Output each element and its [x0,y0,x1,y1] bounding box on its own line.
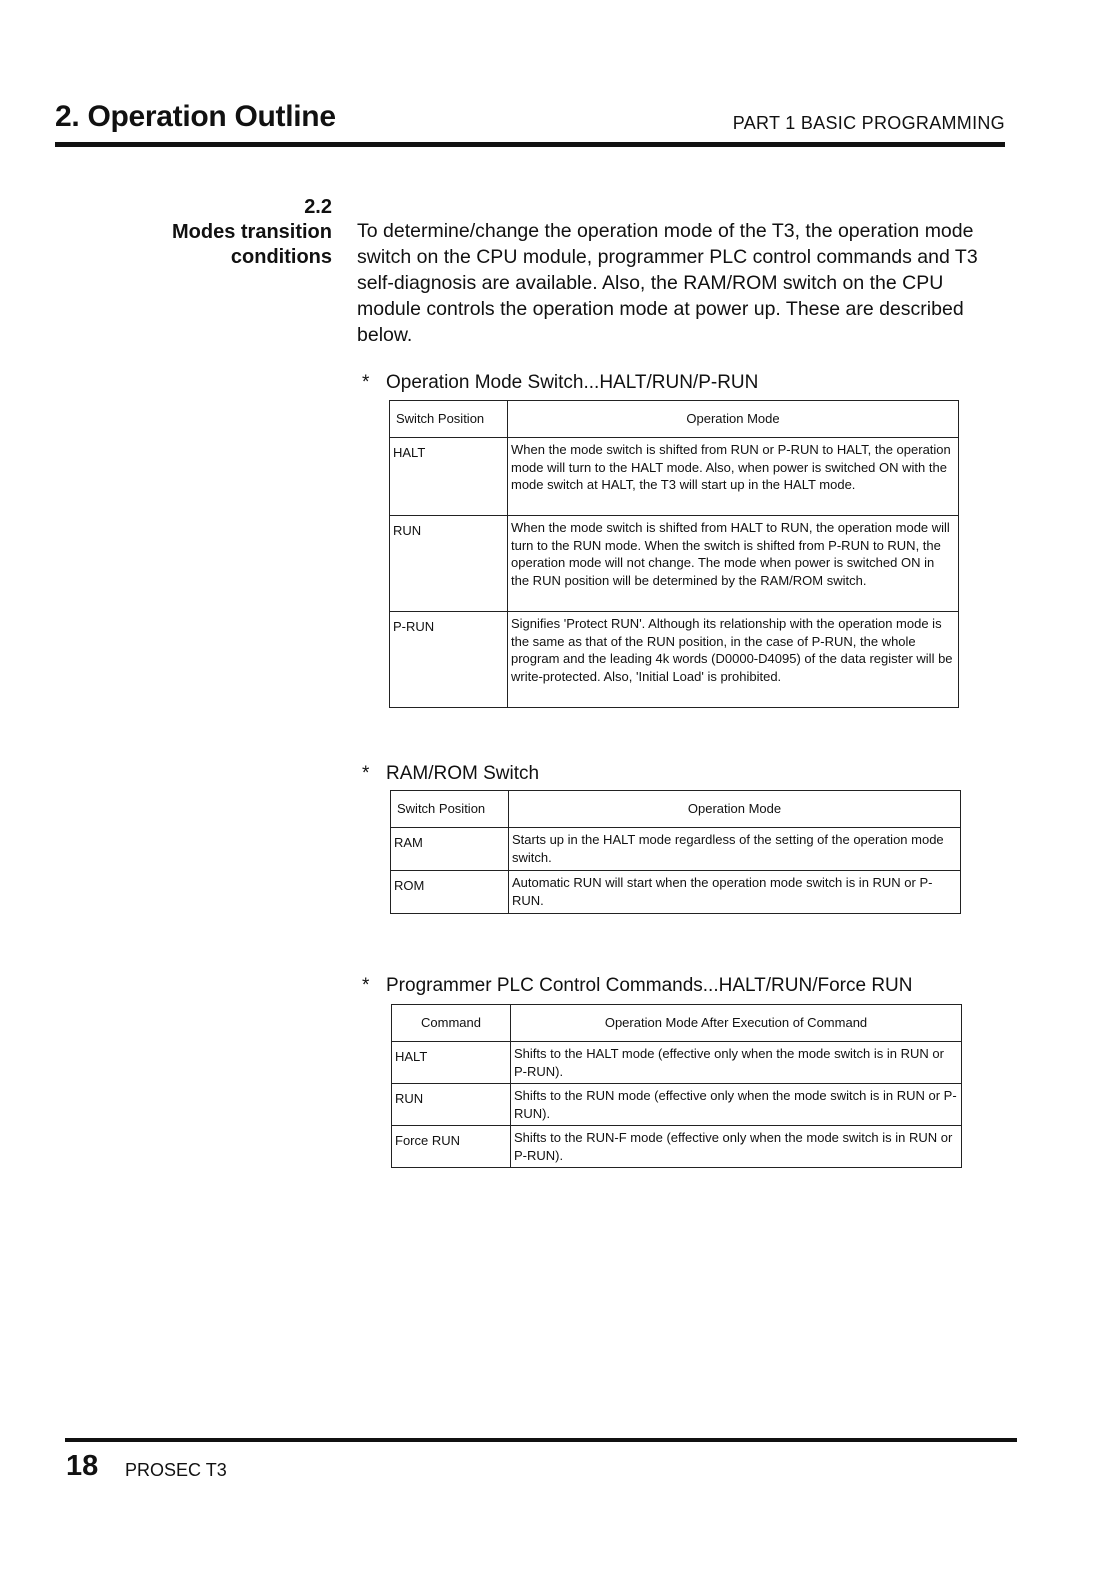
table-row [391,871,961,914]
column-header: Operation Mode [508,401,959,438]
row-description: When the mode switch is shifted from HALT to RUN, the operation mode will turn to the RUN mode. When the switch is shifted from P-RUN to RUN, the operation mode will not change. The mode when power is switched ON in the RUN position will be determined by the RAM/ROM switch. [508,516,959,612]
column-header: Switch Position [390,401,508,438]
bullet-star: * [362,372,370,393]
ram-rom-table [390,790,961,914]
row-description: Shifts to the RUN-F mode (effective only when the mode switch is in RUN or P-RUN). [511,1126,962,1168]
row-description: Starts up in the HALT mode regardless of the setting of the operation mode switch. [509,828,961,871]
column-header: Switch Position [391,791,509,828]
row-description: When the mode switch is shifted from RUN or P-RUN to HALT, the operation mode will turn to the HALT mode. Also, when power is switched ON with the mode switch at HALT, the T3 will start up in the HALT mode. [508,438,959,516]
row-key: HALT [390,438,508,516]
row-key: ROM [391,871,509,914]
table-row [392,1126,962,1168]
table-row [392,1042,962,1084]
bullet-star: * [362,975,370,996]
section-title-line2: conditions [230,246,332,268]
header-rule [55,142,1005,147]
table-header-row [391,791,961,828]
row-key: RUN [392,1084,511,1126]
page-number: 18 [66,1450,99,1482]
part-label: PART 1 BASIC PROGRAMMING [732,113,1005,133]
ram-rom-heading [362,763,539,785]
footer-rule [65,1438,1017,1442]
ram-rom-heading-text: RAM/ROM Switch [386,763,540,784]
column-header: Command [392,1005,511,1042]
row-description: Automatic RUN will start when the operation mode switch is in RUN or P-RUN. [509,871,961,914]
row-key: P-RUN [390,612,508,708]
row-description: Shifts to the RUN mode (effective only when the mode switch is in RUN or P-RUN). [511,1084,962,1126]
mode-switch-heading-text: Operation Mode Switch...HALT/RUN/P-RUN [386,372,759,393]
row-key: Force RUN [392,1126,511,1168]
table-row [392,1084,962,1126]
column-header: Operation Mode [509,791,961,828]
row-description: Signifies 'Protect RUN'. Although its relationship with the operation mode is the same as that of the RUN position, in the case of P-RUN, the whole program and the leading 4k words (D0000-D4095) of the data register will be write-protected. Also, 'Initial Load' is prohibited. [508,612,959,708]
product-name: PROSEC T3 [125,1460,227,1480]
intro-paragraph: To determine/change the operation mode of the T3, the operation mode switch on the CPU module, programmer PLC control commands and T3 self-diagnosis are available. Also, the RAM/ROM switch on the CPU module controls the operation mode at power up. These are described below. [357,220,978,346]
bullet-star: * [362,763,370,784]
table-row [391,828,961,871]
section-title [172,220,332,270]
section-title-line1: Modes transition [171,221,332,243]
commands-heading-text: Programmer PLC Control Commands...HALT/RUN/Force RUN [386,975,913,996]
table-header-row [390,401,959,438]
row-key: RAM [391,828,509,871]
commands-table [391,1004,962,1168]
mode-switch-heading [362,372,758,394]
column-header: Operation Mode After Execution of Command [511,1005,962,1042]
table-header-row [392,1005,962,1042]
row-key: HALT [392,1042,511,1084]
commands-heading [362,975,913,997]
chapter-title: 2. Operation Outline [55,100,336,133]
mode-switch-table [389,400,959,708]
row-key: RUN [390,516,508,612]
table-row [390,612,959,708]
row-description: Shifts to the HALT mode (effective only when the mode switch is in RUN or P-RUN). [511,1042,962,1084]
table-row [390,516,959,612]
table-row [390,438,959,516]
section-number: 2.2 [304,196,332,218]
